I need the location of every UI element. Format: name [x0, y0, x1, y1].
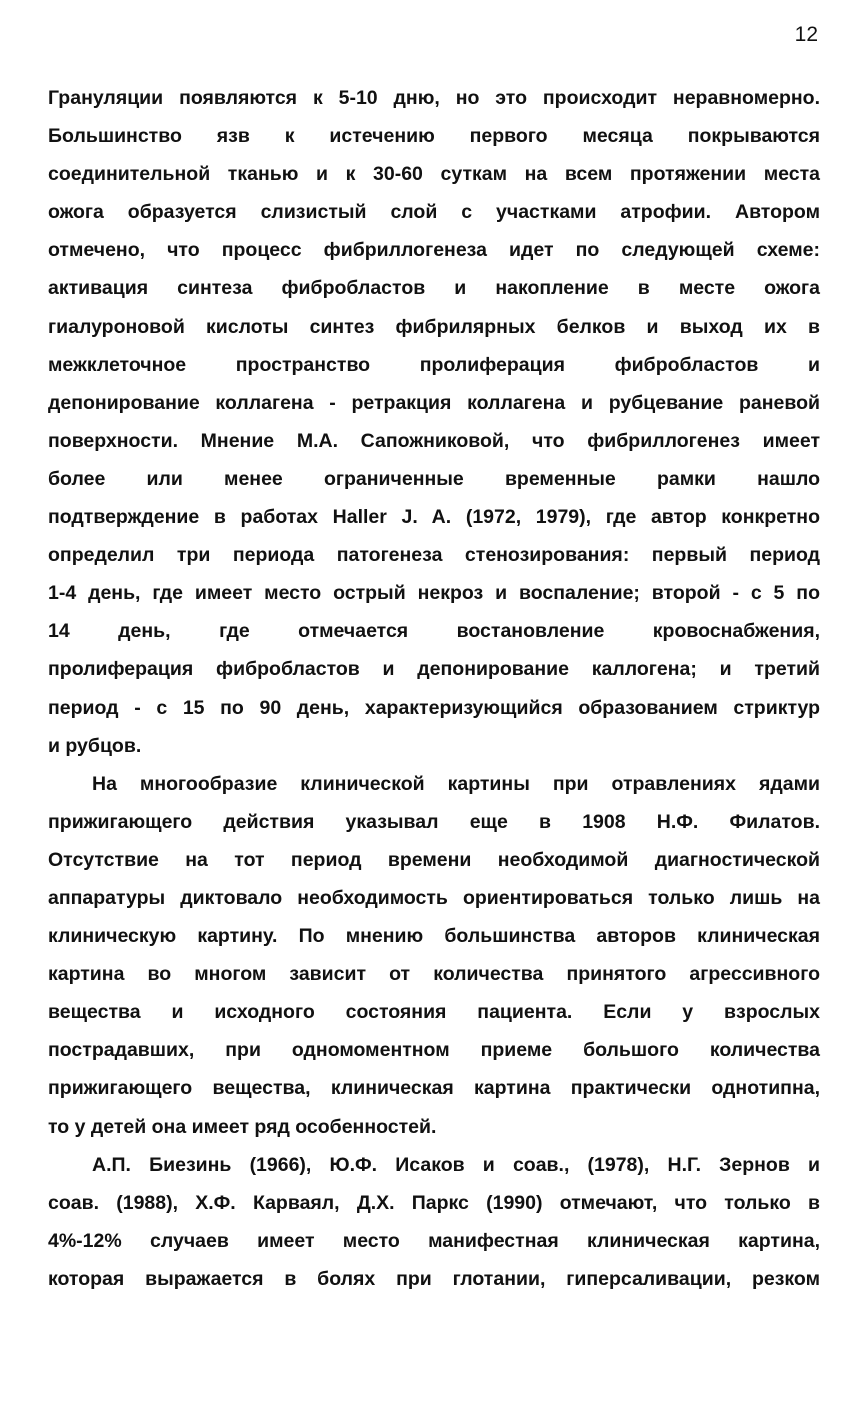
text-line: пострадавших, при одномоментном приеме большого количества [48, 1039, 820, 1062]
text-line: активация синтеза фибробластов и накопление в месте ожога [48, 277, 820, 300]
text-line: более или менее ограниченные временные рамки нашло [48, 467, 820, 490]
text-line: межклеточное пространство пролиферация фибробластов и [48, 353, 820, 376]
text-line: картина во многом зависит от количества принятого агрессивного [48, 963, 820, 986]
text-line: депонирование коллагена - ретракция коллагена и рубцевание раневой [48, 391, 820, 414]
text-line: соав. (1988), Х.Ф. Карваял, Д.Х. Паркс (1990) отмечают, что только в [48, 1191, 820, 1214]
text-line: 14 день, где отмечается востановление кровоснабжения, [48, 620, 820, 643]
text-line: ожога образуется слизистый слой с участками атрофии. Автором [48, 201, 820, 224]
text-line: поверхности. Мнение М.А. Сапожниковой, что фибриллогенез имеет [48, 429, 820, 452]
text-line: соединительной тканью и к 30-60 суткам на всем протяжении места [48, 163, 820, 186]
text-line: то у детей она имеет ряд особенностей. [48, 1115, 437, 1138]
text-line: отмечено, что процесс фибриллогенеза идет по следующей схеме: [48, 239, 820, 262]
text-line: Большинство язв к истечению первого месяца покрываются [48, 125, 820, 148]
text-line: аппаратуры диктовало необходимость ориентироваться только лишь на [48, 886, 820, 909]
text-line: На многообразие клинической картины при отравлениях ядами [92, 772, 820, 795]
text-line: прижигающего вещества, клиническая картина практически однотипна, [48, 1077, 820, 1100]
text-line: определил три периода патогенеза стенозирования: первый период [48, 544, 820, 567]
text-line: которая выражается в болях при глотании, гиперсаливации, резком [48, 1267, 820, 1290]
text-line: 1-4 день, где имеет место острый некроз и воспаление; второй - с 5 по [48, 582, 820, 605]
text-line: 4%-12% случаев имеет место манифестная клиническая картина, [48, 1229, 820, 1252]
text-line: Отсутствие на тот период времени необходимой диагностической [48, 848, 820, 871]
body-text [48, 79, 820, 1298]
text-line: клиническую картину. По мнению большинства авторов клиническая [48, 925, 820, 948]
text-line: вещества и исходного состояния пациента. Если у взрослых [48, 1001, 820, 1024]
text-line: период - с 15 по 90 день, характеризующийся образованием стриктур [48, 696, 820, 719]
text-line: прижигающего действия указывал еще в 1908 Н.Ф. Филатов. [48, 810, 820, 833]
page-number: 12 [794, 23, 818, 46]
text-line: А.П. Биезинь (1966), Ю.Ф. Исаков и соав., (1978), Н.Г. Зернов и [92, 1153, 820, 1176]
text-line: пролиферация фибробластов и депонирование каллогена; и третий [48, 658, 820, 681]
text-line: гиалуроновой кислоты синтез фибрилярных белков и выход их в [48, 315, 820, 338]
text-line: Грануляции появляются к 5-10 дню, но это происходит неравномерно. [48, 87, 820, 109]
text-line: и рубцов. [48, 734, 142, 757]
text-line: подтверждение в работах Haller J. A. (1972, 1979), где автор конкретно [48, 506, 820, 529]
